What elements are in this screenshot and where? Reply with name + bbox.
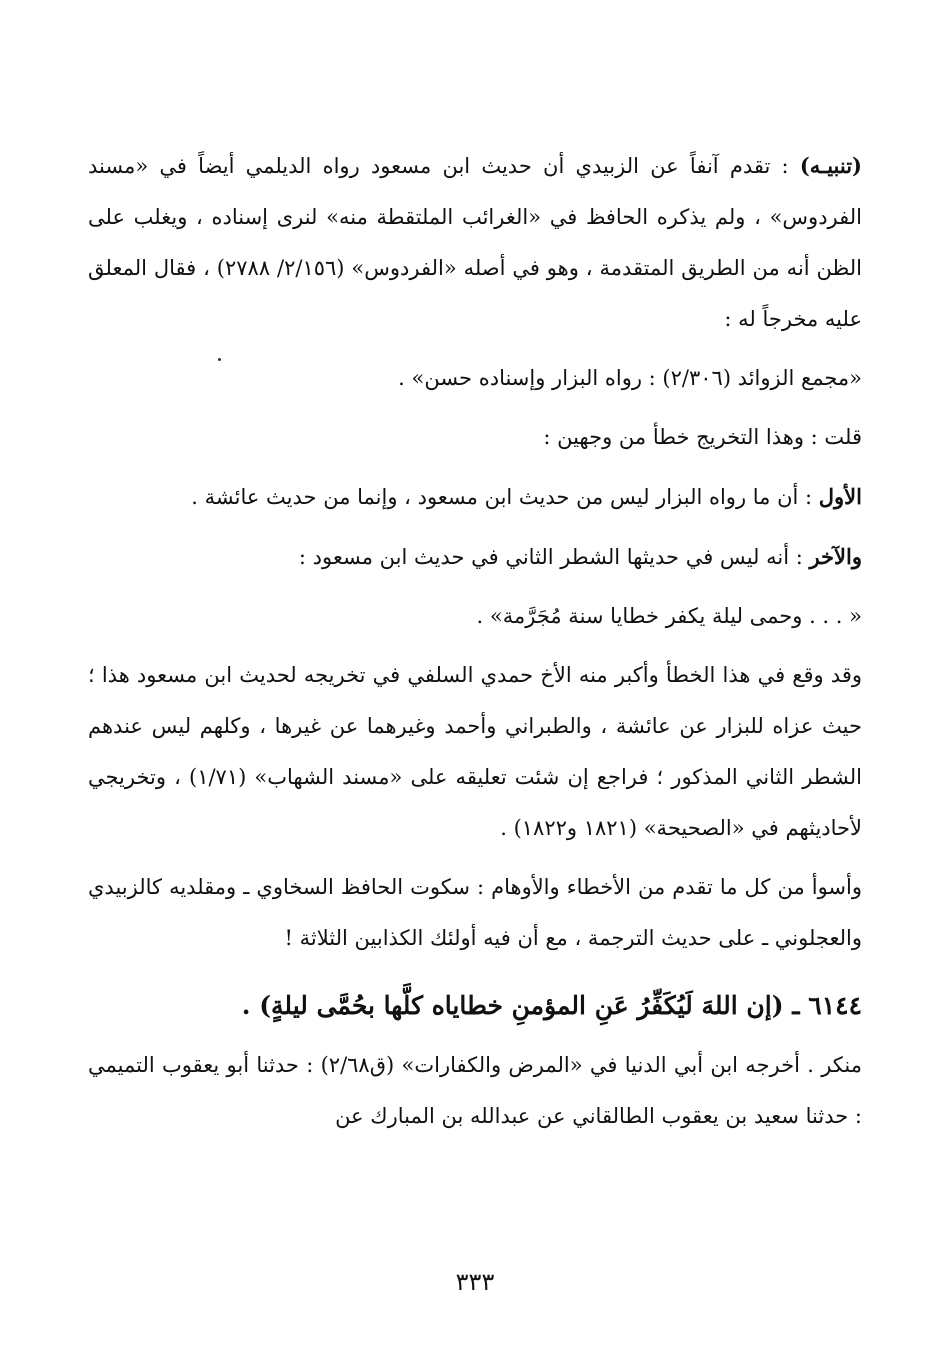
last-point (88, 531, 862, 583)
tanbih-text: : تقدم آنفاً عن الزبيدي أن حديث ابن مسعود رواه الديلمي أيضاً في «مسند الفردوس» ، ولم يذكره الحافظ في «الغرائب الملتقطة منه» لنرى إسناده ، ويغلب على الظن أنه من الطريق المتقدمة ، وهو في أصله «الفردوس» (٢/١٥٦/ ٢٧٨٨) ، فقال المعلق عليه مخرجاً له : (88, 154, 862, 331)
page-body (88, 140, 862, 1142)
tanbih-lead: (تنبيـه) (799, 153, 862, 178)
majma-quote: «مجمع الزوائد (٢/٣٠٦) : رواه البزار وإسناده حسن» . (398, 366, 862, 390)
first-label: الأول (818, 484, 862, 509)
last-label: والآخر (809, 544, 862, 569)
humma-quote: « . . . وحمى ليلة يكفر خطايا سنة مُجَرَّمة» . (476, 604, 862, 628)
last-text: : أنه ليس في حديثها الشطر الثاني في حديث ابن مسعود : (298, 545, 810, 569)
munkar-paragraph: منكر . أخرجه ابن أبي الدنيا في «المرض والكفارات» (ق٢/٦٨) : حدثنا أبو يعقوب التميمي : حدثنا سعيد بن يعقوب الطالقاني عن عبدالله بن المبارك عن (88, 1053, 862, 1128)
first-text: : أن ما رواه البزار ليس من حديث ابن مسعود ، وإنما من حديث عائشة . (191, 485, 819, 509)
hadith-heading: ٦١٤٤ ـ (إن اللهَ لَيُكَفِّرُ عَنِ المؤمنِ خطاياه كلَّها بحُمَّى ليلةٍ) . (241, 991, 862, 1020)
aswa-paragraph: وأسوأ من كل ما تقدم من الأخطاء والأوهام : سكوت الحافظ السخاوي ـ ومقلديه كالزبيدي والعجلوني ـ على حديث الترجمة ، مع أن فيه أولئك الكذابين الثلاثة ! (88, 875, 862, 950)
qultu-line: قلت : وهذا التخريج خطأ من وجهين : (543, 425, 862, 449)
tanbih-paragraph (88, 140, 862, 345)
waqad-paragraph: وقد وقع في هذا الخطأ وأكبر منه الأخ حمدي السلفي في تخريجه لحديث ابن مسعود هذا ؛ حيث عزاه للبزار عن عائشة ، والطبراني وأحمد وغيرهما عن غيرها ، وكلهم ليس عندهم الشطر الثاني المذكور ؛ فراجع إن شئت تعليقه على «مسند الشهاب» (١/٧١) ، وتخريجي لأحاديثهم في «الصحيحة» (١٨٢١ و١٨٢٢) . (88, 663, 862, 840)
page-number: ٣٣٣ (455, 1268, 495, 1296)
first-point (88, 471, 862, 523)
